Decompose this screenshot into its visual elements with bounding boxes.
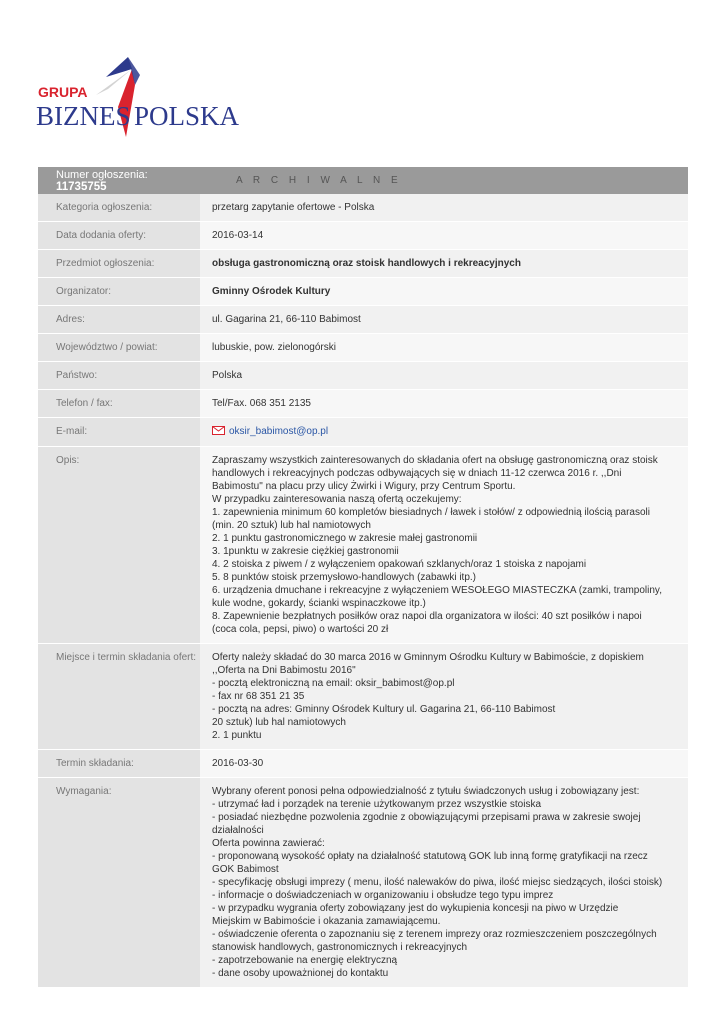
text-line: handlowych i rekreacyjnych podczas odbywających się w dniach 11-12 czerwca 2016 r. ,,Dni <box>212 468 622 479</box>
text-line: (min. 20 sztuk) lub hal namiotowych <box>212 520 371 531</box>
row-label: Termin składania: <box>38 750 200 777</box>
text-line: 3. 1punktu w zakresie ciężkiej gastronomii <box>212 546 399 557</box>
text-line: 5. 8 punktów stoisk przemysłowo-handlowych (zabawki itp.) <box>212 572 476 583</box>
announcement-number-label: Numer ogłoszenia: <box>56 168 148 181</box>
status-badge: A R C H I W A L N E <box>236 175 402 186</box>
row-adres <box>38 306 688 334</box>
row-label: Organizator: <box>38 278 200 305</box>
row-label: Państwo: <box>38 362 200 389</box>
row-label: Wymagania: <box>38 778 200 987</box>
row-label: E-mail: <box>38 418 200 446</box>
text-line: - zapotrzebowanie na energię elektryczną <box>212 955 398 966</box>
row-data-dodania <box>38 222 688 250</box>
row-termin <box>38 750 688 778</box>
text-line: - informacje o doświadczeniach w organizowaniu i obsłudze tego typu imprez <box>212 890 554 901</box>
row-label: Województwo / powiat: <box>38 334 200 361</box>
row-przedmiot <box>38 250 688 278</box>
row-telefon <box>38 390 688 418</box>
row-value: obsługa gastronomiczną oraz stoisk handlowych i rekreacyjnych <box>200 250 688 277</box>
opis-text <box>200 447 688 643</box>
text-line: Miejskim w Babimoście i okazania zamawiającemu. <box>212 916 441 927</box>
text-line: - oświadczenie oferenta o zapoznaniu się z terenem imprezy oraz rozmieszczeniem poszczególnych <box>212 929 657 940</box>
row-value: przetarg zapytanie ofertowe - Polska <box>200 194 688 221</box>
text-line: 6. urządzenia dmuchane i rekreacyjne z wyłączeniem WESOŁEGO MIASTECZKA (zamki, trampoliny, <box>212 585 662 596</box>
text-line: - pocztą na adres: Gminny Ośrodek Kultury ul. Gagarina 21, 66-110 Babimost <box>212 704 556 715</box>
text-line: 2. 1 punktu gastronomicznego w zakresie małej gastronomii <box>212 533 478 544</box>
row-kategoria <box>38 194 688 222</box>
logo-text-grupa: GRUPA <box>38 84 88 100</box>
text-line: Babimostu" na placu przy ulicy Żwirki i Wigury, przy Centrum Sportu. <box>212 481 516 492</box>
text-line: - specyfikację obsługi imprezy ( menu, ilość nalewaków do piwa, ilość miejsc siedzących, ilości stoisk) <box>212 877 663 888</box>
text-line: - fax nr 68 351 21 35 <box>212 691 305 702</box>
text-line: 8. Zapewnienie bezpłatnych posiłków oraz napoi dla organizatora w ilości: 40 szt posiłków i napoi <box>212 611 642 622</box>
email-link[interactable]: oksir_babimost@op.pl <box>229 426 329 437</box>
row-organizator <box>38 278 688 306</box>
announcement-number <box>38 169 200 193</box>
row-value: Gminny Ośrodek Kultury <box>200 278 688 305</box>
row-wojewodztwo <box>38 334 688 362</box>
row-value <box>200 418 688 446</box>
row-opis <box>38 447 688 644</box>
text-line: Zapraszamy wszystkich zainteresowanych do składania ofert na obsługę gastronomiczną oraz stoisk <box>212 455 658 466</box>
text-line: 2. 1 punktu <box>212 730 262 741</box>
text-line: 1. zapewnienia minimum 60 kompletów biesiadnych / ławek i stołów/ z odpowiednią ilością parasoli <box>212 507 650 518</box>
text-line: kule wodne, gokardy, ścianki wspinaczkowe itp.) <box>212 598 426 609</box>
text-line: - pocztą elektroniczną na email: oksir_babimost@op.pl <box>212 678 455 689</box>
row-label: Data dodania oferty: <box>38 222 200 249</box>
row-label: Adres: <box>38 306 200 333</box>
row-wymagania <box>38 778 688 988</box>
text-line: Wybrany oferent ponosi pełna odpowiedzialność z tytułu świadczonych usług i zobowiązany jest: <box>212 786 640 797</box>
text-line: W przypadku zainteresowania naszą ofertą oczekujemy: <box>212 494 462 505</box>
text-line: 20 sztuk) lub hal namiotowych <box>212 717 346 728</box>
text-line: (coca cola, pepsi, piwo) o wartości 20 zł <box>212 624 389 635</box>
grupa-biznes-polska-logo <box>36 55 240 140</box>
announcement-table <box>38 167 688 988</box>
text-line: - posiadać niezbędne pozwolenia zgodnie z obowiązującymi przepisami prawa w zakresie swojej <box>212 812 641 823</box>
text-line: - dane osoby upoważnionej do kontaktu <box>212 968 389 979</box>
wymagania-text <box>200 778 688 987</box>
text-line: ,,Oferta na Dni Babimostu 2016" <box>212 665 356 676</box>
row-value: 2016-03-14 <box>200 222 688 249</box>
logo-text-biznes: BIZNES <box>36 101 131 131</box>
row-label: Opis: <box>38 447 200 643</box>
row-miejsce <box>38 644 688 750</box>
miejsce-text <box>200 644 688 749</box>
text-line: GOK Babimost <box>212 864 279 875</box>
text-line: stanowisk handlowych, gastronomicznych i rekreacyjnych <box>212 942 468 953</box>
row-label: Telefon / fax: <box>38 390 200 417</box>
row-value: ul. Gagarina 21, 66-110 Babimost <box>200 306 688 333</box>
row-value: Polska <box>200 362 688 389</box>
row-label: Kategoria ogłoszenia: <box>38 194 200 221</box>
logo-graphic <box>36 55 240 140</box>
row-label: Miejsce i termin składania ofert: <box>38 644 200 749</box>
text-line: 4. 2 stoiska z piwem / z wyłączeniem opakowań szklanych/oraz 1 stoiska z napojami <box>212 559 587 570</box>
announcement-number-value: 11735755 <box>56 180 107 193</box>
text-line: - utrzymać ład i porządek na terenie użytkowanym przez wszystkie stoiska <box>212 799 542 810</box>
row-value: 2016-03-30 <box>200 750 688 777</box>
row-email <box>38 418 688 447</box>
envelope-icon <box>212 426 225 439</box>
text-line: działalności <box>212 825 264 836</box>
logo-text-polska: POLSKA <box>134 101 240 131</box>
text-line: Oferty należy składać do 30 marca 2016 w Gminnym Ośrodku Kultury w Babimoście, z dopiskiem <box>212 652 644 663</box>
announcement-header <box>38 167 688 194</box>
row-label: Przedmiot ogłoszenia: <box>38 250 200 277</box>
text-line: - proponowaną wysokość opłaty na działalność statutową GOK lub inną formę gratyfikacji na rzecz <box>212 851 648 862</box>
row-value: lubuskie, pow. zielonogórski <box>200 334 688 361</box>
text-line: - w przypadku wygrania oferty zobowiązany jest do wykupienia koncesji na piwo w Urzędzie <box>212 903 619 914</box>
row-value: Tel/Fax. 068 351 2135 <box>200 390 688 417</box>
row-panstwo <box>38 362 688 390</box>
text-line: Oferta powinna zawierać: <box>212 838 325 849</box>
